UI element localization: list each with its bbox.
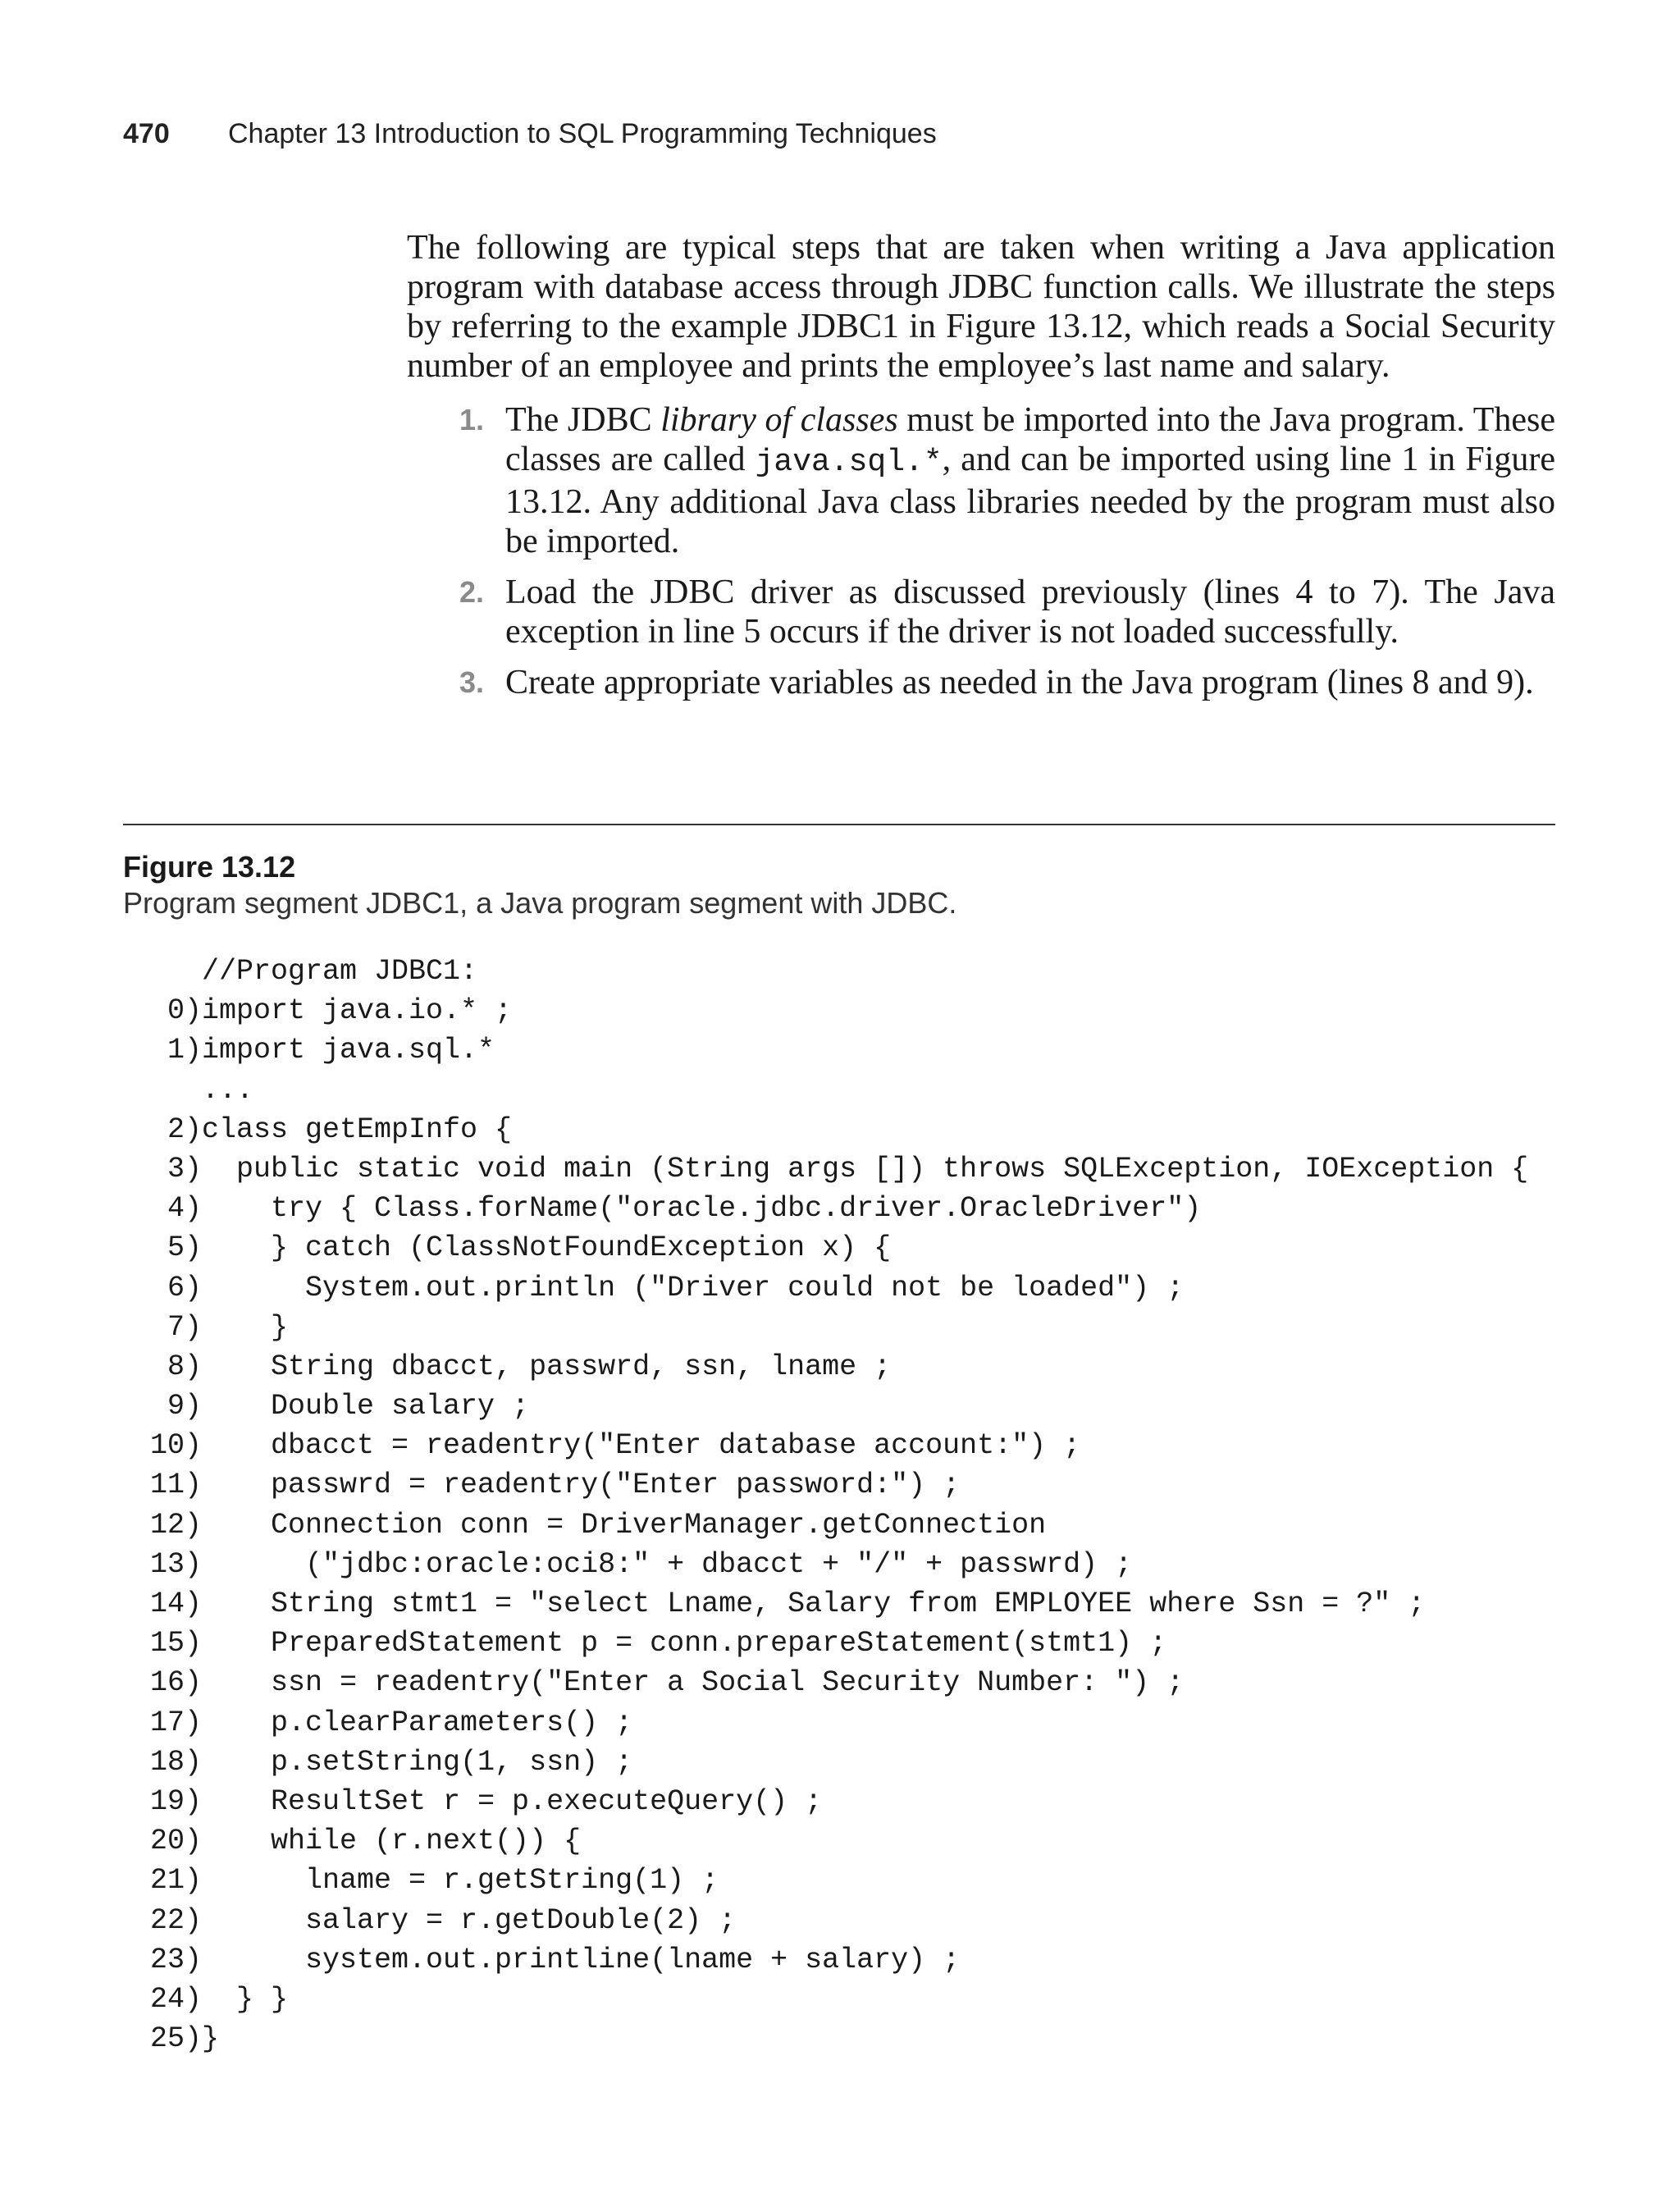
step-text: Load the JDBC driver as discussed previously (lines 4 to 7). The Java exception in line 5 occurs if the driver is not loaded successfully. xyxy=(505,573,1555,651)
line-number: 25) xyxy=(149,2022,202,2056)
running-title: Chapter 13 Introduction to SQL Programming Techniques xyxy=(228,118,937,149)
line-text: ssn = readentry("Enter a Social Security Number: ") ; xyxy=(202,1666,1185,1700)
line-number: 10) xyxy=(149,1429,202,1463)
code-line xyxy=(123,1347,1567,1387)
line-number: 23) xyxy=(149,1943,202,1976)
line-text: ... xyxy=(202,1073,254,1107)
line-text: system.out.printline(lname + salary) ; xyxy=(202,1943,961,1976)
code-line xyxy=(123,1663,1567,1702)
steps-list xyxy=(459,400,1555,714)
line-number: 12) xyxy=(149,1508,202,1542)
code-line xyxy=(123,1624,1567,1663)
code-line xyxy=(123,1228,1567,1268)
code-line xyxy=(123,952,1567,991)
step-text: Create appropriate variables as needed in the Java program (lines 8 and 9). xyxy=(505,664,1534,701)
line-text: try { Class.forName("oracle.jdbc.driver.OracleDriver") xyxy=(202,1192,1202,1226)
line-number: 24) xyxy=(149,1982,202,2016)
intro-paragraph: The following are typical steps that are taken when writing a Java application program with database access through JDBC function calls. We illustrate the steps by referring to the example JDBC1 in Figure 13.12, which reads a Social Security number of an employee and prints the employee’s last name and salary. xyxy=(407,229,1555,385)
code-line xyxy=(123,1071,1567,1110)
line-number xyxy=(123,1071,202,1110)
line-number xyxy=(123,952,202,991)
code-line xyxy=(123,1545,1567,1584)
code-line xyxy=(123,1821,1567,1861)
line-number: 13) xyxy=(149,1547,202,1581)
line-number: 7) xyxy=(167,1310,202,1344)
line-number: 1) xyxy=(167,1034,202,1067)
step-item xyxy=(459,400,1555,561)
line-number: 3) xyxy=(167,1152,202,1186)
line-number: 20) xyxy=(149,1825,202,1858)
code-line xyxy=(123,1030,1567,1070)
line-text: p.clearParameters() ; xyxy=(202,1706,633,1739)
line-text: p.setString(1, ssn) ; xyxy=(202,1745,633,1779)
code-line xyxy=(123,1387,1567,1426)
line-text: } } xyxy=(202,1982,289,2016)
line-number: 16) xyxy=(149,1666,202,1700)
line-number: 0) xyxy=(167,994,202,1028)
line-text: } xyxy=(202,1310,289,1344)
code-line xyxy=(123,1426,1567,1465)
line-text: import java.io.* ; xyxy=(202,994,513,1028)
line-text: PreparedStatement p = conn.prepareStatement(stmt1) ; xyxy=(202,1627,1167,1661)
code-line xyxy=(123,1940,1567,1980)
figure-divider xyxy=(123,824,1555,825)
code-line xyxy=(123,1149,1567,1189)
line-number: 2) xyxy=(167,1112,202,1146)
line-text: passwrd = readentry("Enter password:") ; xyxy=(202,1469,961,1502)
figure-caption: Program segment JDBC1, a Java program segment with JDBC. xyxy=(123,886,957,920)
line-text: lname = r.getString(1) ; xyxy=(202,1864,719,1898)
line-number: 5) xyxy=(167,1231,202,1265)
code-line xyxy=(123,1861,1567,1900)
line-text: dbacct = readentry("Enter database account:") ; xyxy=(202,1429,1081,1463)
line-text: //Program JDBC1: xyxy=(202,955,478,988)
line-text: ("jdbc:oracle:oci8:" + dbacct + "/" + passwrd) ; xyxy=(202,1547,1133,1581)
step-text: The JDBC library of classes must be imported into the Java program. These classes are called java.sql.*, and can be imported using line 1 in Figure 13.12. Any additional Java class libraries needed by the program must also be imported. xyxy=(505,401,1555,560)
line-text: salary = r.getDouble(2) ; xyxy=(202,1903,737,1937)
running-header xyxy=(123,118,937,150)
step-item xyxy=(459,573,1555,651)
step-number: 1 . xyxy=(459,400,484,440)
code-line xyxy=(123,1268,1567,1308)
line-number: 19) xyxy=(149,1784,202,1818)
line-number: 21) xyxy=(149,1864,202,1898)
code-line xyxy=(123,1465,1567,1505)
line-number: 11) xyxy=(149,1469,202,1502)
code-listing xyxy=(123,952,1567,2058)
line-text: System.out.println ("Driver could not be loaded") ; xyxy=(202,1271,1185,1304)
code-line xyxy=(123,2019,1567,2058)
figure-label: Figure 13.12 xyxy=(123,850,296,884)
line-text: public static void main (String args []) throws SQLException, IOException { xyxy=(202,1152,1529,1186)
code-line xyxy=(123,1584,1567,1624)
code-line xyxy=(123,1743,1567,1782)
line-text: String stmt1 = "select Lname, Salary from EMPLOYEE where Ssn = ?" ; xyxy=(202,1588,1426,1620)
line-number: 4) xyxy=(167,1192,202,1226)
inline-code: java.sql.* xyxy=(755,445,943,480)
step-number: 3 . xyxy=(459,663,484,702)
page-number: 470 xyxy=(123,118,170,149)
line-text: import java.sql.* xyxy=(202,1034,495,1067)
code-line xyxy=(123,1980,1567,2019)
line-number: 6) xyxy=(167,1271,202,1304)
line-text: class getEmpInfo { xyxy=(202,1112,513,1146)
line-text: while (r.next()) { xyxy=(202,1825,582,1858)
code-line xyxy=(123,991,1567,1030)
line-number: 17) xyxy=(149,1706,202,1739)
step-number: 2 . xyxy=(459,573,484,612)
code-line xyxy=(123,1901,1567,1940)
code-line xyxy=(123,1110,1567,1149)
line-number: 22) xyxy=(149,1903,202,1937)
line-number: 14) xyxy=(149,1588,202,1620)
code-line xyxy=(123,1189,1567,1228)
line-number: 15) xyxy=(149,1627,202,1661)
line-number: 9) xyxy=(167,1390,202,1423)
step-item xyxy=(459,663,1555,702)
line-text: } xyxy=(202,2022,220,2056)
line-text: ResultSet r = p.executeQuery() ; xyxy=(202,1784,823,1818)
code-line xyxy=(123,1308,1567,1347)
line-text: } catch (ClassNotFoundException x) { xyxy=(202,1231,892,1265)
line-text: String dbacct, passwrd, ssn, lname ; xyxy=(202,1350,892,1383)
line-number: 8) xyxy=(167,1350,202,1383)
line-text: Double salary ; xyxy=(202,1390,530,1423)
line-number: 18) xyxy=(149,1745,202,1779)
code-line xyxy=(123,1505,1567,1545)
code-line xyxy=(123,1703,1567,1743)
code-line xyxy=(123,1782,1567,1821)
line-text: Connection conn = DriverManager.getConnection xyxy=(202,1508,1047,1542)
